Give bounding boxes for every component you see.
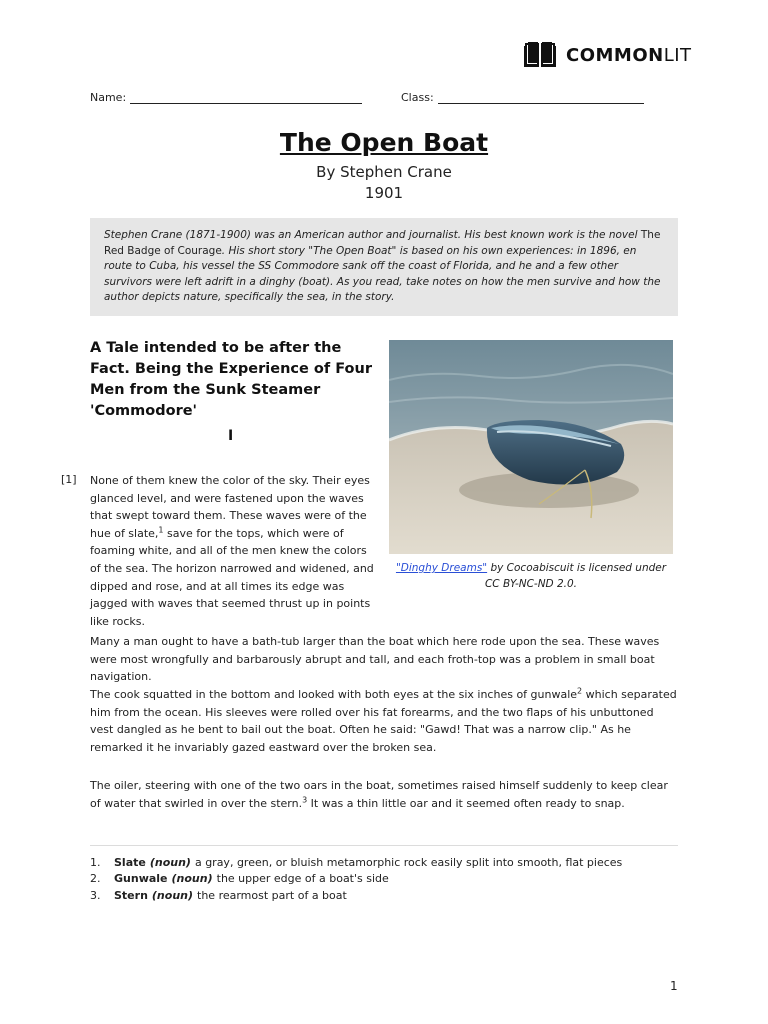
- footnote-item: [90, 888, 678, 904]
- publication-year: 1901: [364, 184, 404, 202]
- footnote-definition: the rearmost part of a boat: [197, 888, 347, 902]
- image-caption-text: by Cocoabiscuit is licensed under CC BY-NC-ND 2.0.: [484, 562, 667, 590]
- image-caption-link[interactable]: "Dinghy Dreams": [395, 562, 488, 574]
- footnote-part-of-speech: (noun): [171, 872, 213, 886]
- class-field[interactable]: [401, 91, 644, 104]
- paragraph-4-text-b: It was a thin little oar and it seemed often ready to snap.: [307, 796, 625, 810]
- footnote-definition: the upper edge of a boat's side: [216, 872, 389, 886]
- paragraph-3-text-a: The cook squatted in the bottom and looked with both eyes at the six inches of gunwale: [90, 688, 578, 701]
- footnote-ref-1[interactable]: 1: [158, 525, 164, 535]
- intro-text-a: Stephen Crane (1871-1900) was an American author and journalist. His best known work is the novel: [104, 229, 641, 241]
- footnote-ref-3[interactable]: 3: [302, 794, 308, 804]
- footnote-ref-2[interactable]: 2: [577, 686, 583, 696]
- class-line[interactable]: [438, 91, 644, 104]
- footnote-item: [90, 855, 678, 871]
- author-byline: By Stephen Crane: [316, 163, 452, 181]
- paragraph-1-text-b: save for the tops, which were of foaming white, and all of the men knew the colors of the sea. The horizon narrowed and widened, and dipped and rose, and at all times its edge was jagged with waves that seemed thrust up in points like rocks.: [90, 526, 374, 628]
- class-label: Class:: [401, 91, 434, 104]
- name-field[interactable]: [90, 91, 362, 104]
- dinghy-photo: [389, 340, 673, 554]
- commonlit-logo[interactable]: [522, 41, 692, 69]
- intro-novel-title: The Red Badge of Courage: [104, 229, 661, 257]
- footnote-number: 2.: [90, 872, 101, 886]
- paragraph-1-text-a: None of them knew the color of the sky. Their eyes glanced level, and were fastened upon the waves that swept toward them. These waves were of the hue of slate,: [90, 474, 370, 540]
- name-label: Name:: [90, 91, 127, 104]
- page-number: 1: [670, 979, 678, 993]
- footnote-divider: [90, 845, 678, 846]
- paragraph-4-text-a: The oiler, steering with one of the two oars in the boat, sometimes raised himself suddenly to keep clear of water that swirled in over the stern.: [90, 779, 668, 810]
- footnote-definition: a gray, green, or bluish metamorphic rock easily split into smooth, flat pieces: [194, 856, 623, 869]
- image-caption: [389, 560, 673, 592]
- open-book-icon: [522, 41, 558, 69]
- story-subheading: A Tale intended to be after the Fact. Being the Experience of Four Men from the Sunk Steamer 'Commodore': [90, 340, 372, 419]
- footnote-part-of-speech: (noun): [149, 856, 191, 869]
- paragraph-number: [1]: [61, 473, 77, 486]
- name-line[interactable]: [130, 91, 362, 104]
- footnotes-list: [90, 855, 678, 904]
- footnote-term: Slate: [114, 856, 146, 869]
- intro-box: [90, 218, 678, 316]
- footnote-item: [90, 871, 678, 887]
- logo-wordmark: COMMONLIT: [566, 44, 692, 66]
- footnote-number: 3.: [90, 888, 101, 902]
- document-title: The Open Boat: [279, 128, 489, 157]
- paragraph-3: [90, 686, 680, 756]
- part-number: I: [228, 428, 234, 444]
- footnote-term: Stern: [114, 888, 148, 902]
- paragraph-4: [90, 777, 680, 812]
- paragraph-1: [90, 472, 378, 630]
- footnote-term: Gunwale: [114, 872, 168, 886]
- paragraph-3-text-b: which separated him from the ocean. His sleeves were rolled over his fat forearms, and the two flaps of his unbuttoned vest dangled as he bent to bail out the boat. Often he said: "Gawd! That was a narrow clip." As he remarked it he invariably gazed eastward over the broken sea.: [90, 688, 677, 754]
- footnote-part-of-speech: (noun): [151, 888, 194, 902]
- intro-text-b: . His short story "The Open Boat" is based on his own experiences: in 1896, en route to Cuba, his vessel the SS Commodore sank off the coast of Florida, and he and a few other survivors were left adrift in a dinghy (boat). As you read, take notes on how the men survive and how the author depicts nature, specifically the sea, in the story.: [104, 244, 661, 304]
- paragraph-2: Many a man ought to have a bath-tub larger than the boat which here rode upon the sea. These waves were most wrongfully and barbarously abrupt and tall, and each froth-top was a problem in small boat navigation.: [90, 635, 660, 684]
- footnote-number: 1.: [90, 856, 101, 869]
